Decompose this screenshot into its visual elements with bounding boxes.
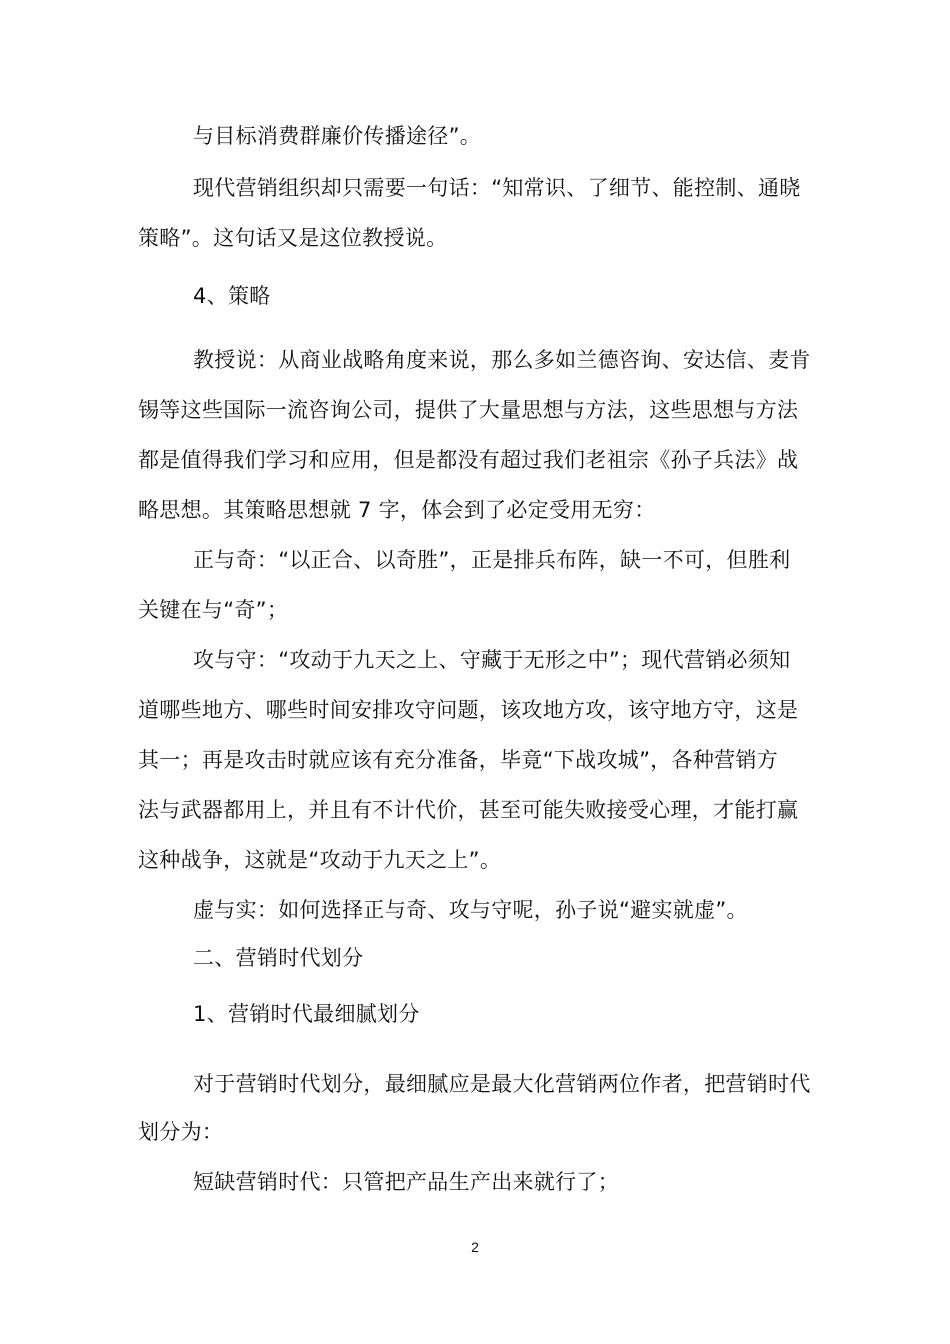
section-heading: 1、营销时代最细腻划分 (193, 1002, 420, 1026)
text-line: 关键在与“奇”； (138, 598, 289, 622)
text-line: 教授说：从商业战略角度来说，那么多如兰德咨询、安达信、麦肯 (193, 348, 811, 372)
text-line: 策略”。这句话又是这位教授说。 (138, 226, 448, 250)
text-line: 虚与实：如何选择正与奇、攻与守呢，孙子说“避实就虚”。 (193, 898, 748, 922)
text-line: 这种战争，这就是“攻动于九天之上”。 (138, 848, 502, 872)
text-line: 划分为： (138, 1120, 224, 1144)
text-line: 道哪些地方、哪些时间安排攻守问题，该攻地方攻，该守地方守，这是 (138, 698, 799, 722)
text-line: 攻与守：“攻动于九天之上、守藏于无形之中”；现代营销必须知 (193, 648, 791, 672)
text-line: 略思想。其策略思想就 7 字，体会到了必定受用无穷： (138, 498, 656, 522)
text-line: 锡等这些国际一流咨询公司，提供了大量思想与方法，这些思想与方法 (138, 398, 799, 422)
text-line: 对于营销时代划分，最细腻应是最大化营销两位作者，把营销时代 (193, 1072, 811, 1096)
text-line: 与目标消费群廉价传播途径”。 (193, 124, 482, 148)
text-line: 现代营销组织却只需要一句话：“知常识、了细节、能控制、通晓 (193, 176, 801, 200)
section-heading: 4、策略 (193, 284, 271, 308)
section-heading: 二、营销时代划分 (193, 946, 364, 970)
text-line: 短缺营销时代：只管把产品生产出来就行了； (193, 1170, 619, 1194)
text-line: 法与武器都用上，并且有不计代价，甚至可能失败接受心理，才能打赢 (138, 798, 799, 822)
text-line: 都是值得我们学习和应用，但是都没有超过我们老祖宗《孙子兵法》战 (138, 448, 799, 472)
page-number: 2 (471, 1239, 479, 1255)
text-line: 正与奇：“以正合、以奇胜”，正是排兵布阵，缺一不可，但胜利 (193, 548, 791, 572)
text-line: 其一；再是攻击时就应该有充分准备，毕竟“下战攻城”，各种营销方 (138, 748, 779, 772)
